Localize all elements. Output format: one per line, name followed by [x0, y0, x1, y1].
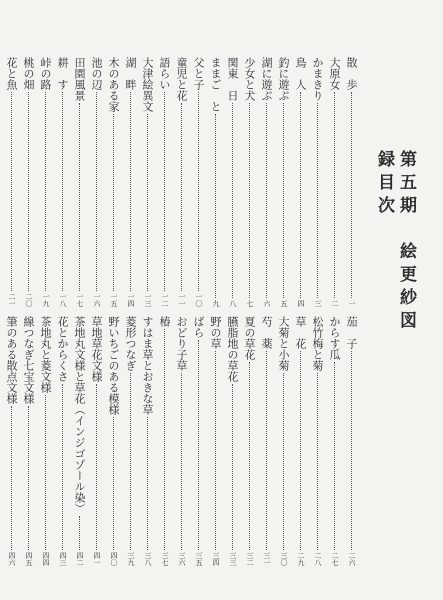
toc-entry	[311, 316, 324, 566]
toc-entry-title: 木のある家	[107, 57, 120, 112]
toc-entry-title	[0, 57, 1, 90]
toc-entry-title: 大津絵異文	[141, 57, 154, 112]
dot-leader	[215, 114, 216, 298]
dot-leader	[300, 92, 301, 298]
dot-leader	[249, 103, 250, 298]
dot-leader	[28, 406, 29, 550]
toc-entry-title: 語らい	[158, 57, 171, 90]
toc-entry-page-number: 二一	[8, 293, 16, 307]
toc-entry	[192, 316, 205, 566]
dot-leader	[45, 395, 46, 550]
toc-entry-title: 湖に遊ぶ	[260, 57, 273, 101]
toc-entry-title: 池の辺	[90, 57, 103, 90]
toc-entry-page-number: 一八	[59, 293, 67, 307]
toc-entry	[328, 57, 341, 307]
toc-entry-title: 松竹梅と菊	[311, 316, 324, 371]
toc-block-top	[0, 57, 358, 307]
toc-entry-page-number: 七	[246, 300, 254, 307]
toc-entry-page-number	[0, 552, 1, 566]
toc-entry	[5, 316, 18, 566]
toc-entry-title: 関東 日	[226, 57, 239, 101]
toc-entry-title: 花と魚	[5, 57, 18, 90]
page-title: 第五期 絵更紗図録目次	[374, 150, 416, 334]
dot-leader	[317, 373, 318, 550]
toc-entry	[141, 316, 154, 566]
toc-entry-title: 芍 薬	[260, 316, 273, 349]
toc-entry-title: 茄 子	[345, 316, 358, 349]
dot-leader	[113, 417, 114, 550]
toc-entry-page-number: 三二	[246, 552, 254, 566]
toc-entry-title: 草地草花文様	[90, 316, 103, 382]
dot-leader	[300, 351, 301, 550]
toc-entry-page-number: 四三	[59, 552, 67, 566]
toc-entry-page-number: 一	[348, 300, 356, 307]
toc-entry-page-number: 一五	[110, 293, 118, 307]
toc-entry	[226, 316, 239, 566]
dot-leader	[28, 92, 29, 291]
dot-leader	[317, 103, 318, 298]
toc-entry	[294, 316, 307, 566]
toc-entry-title: 花とからくさ	[56, 316, 69, 382]
dot-leader	[164, 92, 165, 291]
toc-entry	[73, 57, 86, 307]
toc-entry-title: かまきり	[311, 57, 324, 101]
toc-entry-title: すはま草とおきな草	[141, 316, 154, 415]
toc-entry-title: 椿	[158, 316, 171, 327]
toc-entry	[22, 57, 35, 307]
dot-leader	[62, 92, 63, 291]
toc-entry	[277, 316, 290, 566]
dot-leader	[130, 373, 131, 550]
toc-entry-page-number: 四四	[42, 552, 50, 566]
toc-entry	[124, 57, 137, 307]
toc-entry	[107, 316, 120, 566]
toc-entry	[209, 57, 222, 307]
toc-entry-page-number: 三四	[212, 552, 220, 566]
dot-leader	[266, 103, 267, 298]
toc-entry-page-number: 三	[314, 300, 322, 307]
toc-entry-page-number: 五	[280, 300, 288, 307]
toc-entry-page-number: 二六	[348, 552, 356, 566]
dot-leader	[147, 417, 148, 550]
toc-block-bottom	[0, 316, 358, 566]
dot-leader	[113, 114, 114, 291]
dot-leader	[45, 92, 46, 291]
toc-entry-title: 童児と花	[175, 57, 188, 101]
toc-entry	[73, 316, 86, 566]
toc-entry	[260, 316, 273, 566]
dot-leader	[283, 103, 284, 298]
toc-entry-page-number: 三六	[178, 552, 186, 566]
dot-leader	[96, 92, 97, 291]
toc-entry-page-number: 二九	[297, 552, 305, 566]
toc-entry-title: 野いちごのある模様	[107, 316, 120, 415]
toc-entry-title: ままご と	[209, 57, 222, 112]
dot-leader	[198, 340, 199, 550]
toc-entry-title: 耕 す	[56, 57, 69, 90]
toc-entry	[141, 57, 154, 307]
toc-entry-page-number: 一六	[93, 293, 101, 307]
toc-entry-page-number: 四〇	[110, 552, 118, 566]
toc-entry	[158, 316, 171, 566]
toc-entry-page-number: 三三	[229, 552, 237, 566]
dot-leader	[11, 92, 12, 291]
dot-leader	[181, 103, 182, 291]
toc-entry	[56, 57, 69, 307]
dot-leader	[181, 373, 182, 550]
toc-entry	[39, 57, 52, 307]
toc-entry-page-number: 二七	[331, 552, 339, 566]
dot-leader	[96, 384, 97, 550]
toc-entry	[5, 57, 18, 307]
toc-entry-title: 茶地丸と菱文様	[39, 316, 52, 393]
toc-entry-title: 野の草	[209, 316, 222, 349]
toc-entry	[107, 57, 120, 307]
dot-leader	[215, 351, 216, 550]
toc-entry-title: 大菊と小菊	[277, 316, 290, 371]
toc-entry	[243, 57, 256, 307]
dot-leader	[62, 384, 63, 550]
toc-entry-title: 筆のある散点文様	[5, 316, 18, 404]
dot-leader	[266, 351, 267, 550]
toc-entry-title	[0, 316, 1, 481]
toc-entry-title: 夏の草花	[243, 316, 256, 360]
toc-entry	[277, 57, 290, 307]
toc-entry-title: 釣に遊ぶ	[277, 57, 290, 101]
toc-entry	[22, 316, 35, 566]
toc-entry	[90, 316, 103, 566]
toc-entry-title: 父と子	[192, 57, 205, 90]
toc-entry-page-number: 二八	[314, 552, 322, 566]
dot-leader	[232, 103, 233, 298]
toc-entry	[158, 57, 171, 307]
toc-entry-title: 鳥 人	[294, 57, 307, 90]
toc-entry	[243, 316, 256, 566]
toc-entry	[0, 57, 1, 307]
dot-leader	[130, 92, 131, 291]
toc-entry-title: 田園風景	[73, 57, 86, 101]
toc-entry	[192, 57, 205, 307]
dot-leader	[249, 362, 250, 550]
toc-entry	[0, 316, 1, 566]
toc-entry-page-number: 四	[297, 300, 305, 307]
toc-entry-title: 臙脂地の草花	[226, 316, 239, 382]
toc-entry-title: 茶地丸文様と草花（インジゴゾール染）	[73, 316, 86, 514]
dot-leader	[164, 329, 165, 550]
toc-entry-page-number: 三〇	[280, 552, 288, 566]
toc-entry	[328, 316, 341, 566]
toc-entry-page-number: 一〇	[195, 293, 203, 307]
toc-entry-page-number: 一九	[42, 293, 50, 307]
toc-entry-title: 桃の畑	[22, 57, 35, 90]
toc-entry	[175, 316, 188, 566]
toc-entry-title: 峠の路	[39, 57, 52, 90]
toc-entry	[39, 316, 52, 566]
toc-entry-title: 菱形つなぎ	[124, 316, 137, 371]
toc-entry-title: 大原女	[328, 57, 341, 90]
toc-entry-page-number	[0, 293, 1, 307]
toc-entry-page-number: 三七	[161, 552, 169, 566]
toc-entry-page-number: 一一	[178, 293, 186, 307]
toc-entry-title: 湖 畔	[124, 57, 137, 90]
toc-entry	[345, 316, 358, 566]
toc-entry-page-number: 四二	[76, 552, 84, 566]
toc-entry	[124, 316, 137, 566]
dot-leader	[334, 92, 335, 298]
toc-entry-title: 草 花	[294, 316, 307, 349]
dot-leader	[147, 114, 148, 291]
toc-entry-page-number: 二〇	[25, 293, 33, 307]
dot-leader	[351, 92, 352, 298]
toc-entry-page-number: 六	[263, 300, 271, 307]
dot-leader	[79, 516, 80, 550]
toc-entry-page-number: 一四	[127, 293, 135, 307]
dot-leader	[334, 362, 335, 550]
toc-entry-page-number: 三一	[263, 552, 271, 566]
toc-entry-page-number: 八	[229, 300, 237, 307]
toc-entry	[56, 316, 69, 566]
toc-entry	[90, 57, 103, 307]
toc-entry-page-number: 四五	[25, 552, 33, 566]
dot-leader	[283, 373, 284, 550]
toc-entry-page-number: 一二	[161, 293, 169, 307]
toc-entry	[294, 57, 307, 307]
toc-entry-title: 散 歩	[345, 57, 358, 90]
dot-leader	[198, 92, 199, 291]
toc-entry-page-number: 四六	[8, 552, 16, 566]
toc-entry-page-number: 九	[212, 300, 220, 307]
toc-entry-page-number: 三五	[195, 552, 203, 566]
toc-entry-page-number: 一三	[144, 293, 152, 307]
toc-entry-title: からす瓜	[328, 316, 341, 360]
dot-leader	[232, 384, 233, 550]
dot-leader	[79, 103, 80, 291]
toc-entry-title: おどり子草	[175, 316, 188, 371]
toc-entry-page-number: 四一	[93, 552, 101, 566]
toc-entry	[345, 57, 358, 307]
toc-entry	[260, 57, 273, 307]
toc-entry	[175, 57, 188, 307]
toc-entry-page-number: 三九	[127, 552, 135, 566]
dot-leader	[351, 351, 352, 550]
toc-entry	[226, 57, 239, 307]
toc-entry-page-number: 三八	[144, 552, 152, 566]
toc-entry	[311, 57, 324, 307]
toc-entry-title: ばら	[192, 316, 205, 338]
toc-entry-title: 線つなぎ七宝文様	[22, 316, 35, 404]
toc-entry-title: 少女と犬	[243, 57, 256, 101]
dot-leader	[11, 406, 12, 550]
toc-entry-page-number: 二	[331, 300, 339, 307]
toc-entry	[209, 316, 222, 566]
toc-entry-page-number: 一七	[76, 293, 84, 307]
